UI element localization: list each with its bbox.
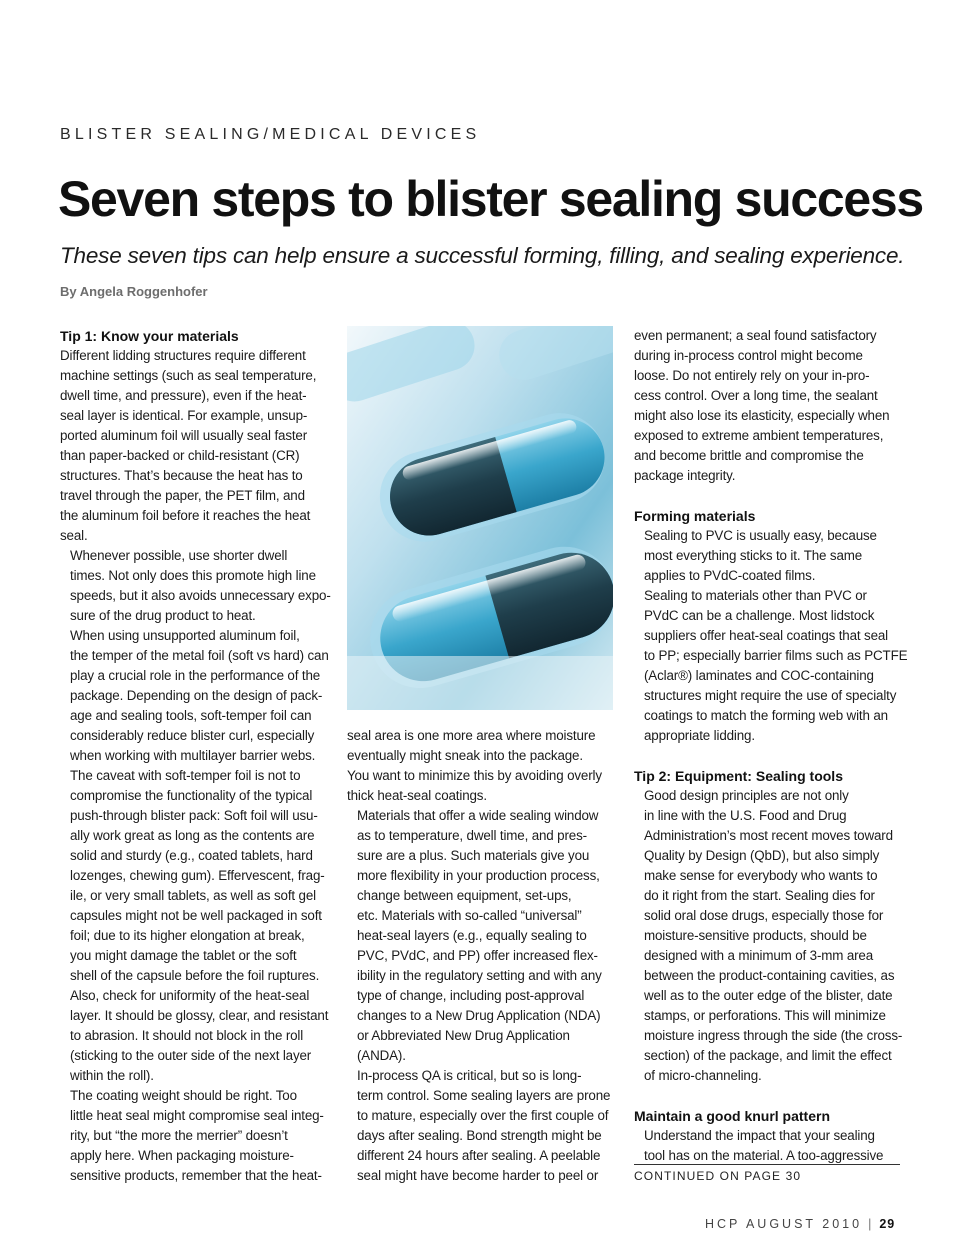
text-line: designed with a minimum of 3-mm area [644,948,874,963]
text-line: seal. [60,528,88,543]
text-line: as to temperature, dwell time, and pres- [357,828,587,843]
text-line: to mature, especially over the first couple of [357,1108,609,1123]
text-line: do it right from the start. Sealing dies for [644,888,875,903]
page-number: 29 [879,1217,896,1231]
text-line: solid and sturdy (e.g., coated tablets, hard [70,848,313,863]
page-footer [705,1217,895,1231]
text-line: Sealing to materials other than PVC or [644,588,867,603]
footer-separator: | [868,1217,872,1231]
text-line: lozenges, chewing gum). Effervescent, frag- [70,868,325,883]
text-line: structures might require the use of specialty [644,688,897,703]
text-line: machine settings (such as seal temperature, [60,368,317,383]
article-title: Seven steps to blister sealing success [58,171,923,227]
text-line: PVC, PVdC, and PP) offer increased flex- [357,948,598,963]
byline: By Angela Roggenhofer [60,284,208,299]
text-line: moisture-sensitive products, should be [644,928,867,943]
text-line: make sense for everybody who wants to [644,868,878,883]
heading-forming-materials: Forming materials [634,508,756,524]
continued-link[interactable]: CONTINUED ON PAGE 30 [634,1164,900,1183]
text-line: changes to a New Drug Application (NDA) [357,1008,601,1023]
text-line: type of change, including post-approval [357,988,585,1003]
text-line: shell of the capsule before the foil ruptures. [70,968,320,983]
text-line: within the roll). [70,1068,154,1083]
column-3 [634,326,908,1166]
text-line: speeds, but it also avoids unnecessary expo- [70,588,331,603]
capsule-illustration [347,326,613,710]
text-line: Sealing to PVC is usually easy, because [644,528,877,543]
text-line: Whenever possible, use shorter dwell [70,548,288,563]
text-line: to abrasion. It should not block in the roll [70,1028,304,1043]
text-line: in line with the U.S. Food and Drug [644,808,847,823]
text-line: change between equipment, set-ups, [357,888,572,903]
text-line: even permanent; a seal found satisfactory [634,328,877,343]
text-line: Good design principles are not only [644,788,849,803]
text-line: The coating weight should be right. Too [70,1088,297,1103]
paragraph [60,986,328,1086]
text-line: ported aluminum foil will usually seal faster [60,428,308,443]
text-line: etc. Materials with so-called “universal” [357,908,582,923]
column-2 [347,726,615,1186]
text-line: eventually might sneak into the package. [347,748,583,763]
section-kicker: BLISTER SEALING/MEDICAL DEVICES [60,126,481,143]
text-line: heat-seal layers (e.g., equally sealing to [357,928,587,943]
text-line: ally work great as long as the contents are [70,828,315,843]
text-line: different 24 hours after sealing. A peelable [357,1148,601,1163]
text-line: push-through blister pack: Soft foil will usu- [70,808,318,823]
paragraph [634,1126,902,1166]
text-line: than paper-backed or child-resistant (CR) [60,448,300,463]
paragraph [60,546,331,626]
text-line: more flexibility in your production process, [357,868,600,883]
text-line: tool has on the material. A too-aggressive [644,1148,884,1163]
text-line: PVdC can be a challenge. Most lidstock [644,608,875,623]
text-line: ibility in the regulatory setting and with any [357,968,602,983]
text-line: play a crucial role in the performance of the [70,668,321,683]
text-line: Understand the impact that your sealing [644,1128,875,1143]
text-line: to PP; especially barrier films such as PCTFE [644,648,908,663]
text-line: package. Depending on the design of pack- [70,688,323,703]
text-line: cess control. Over a long time, the sealant [634,388,878,403]
capsule-blister-photo [347,326,613,710]
text-line: section) of the package, and limit the effect [644,1048,892,1063]
text-line: seal layer is identical. For example, unsup- [60,408,308,423]
text-line: stamps, or perforations. This will minimize [644,1008,886,1023]
heading-tip1: Tip 1: Know your materials [60,328,239,344]
text-line: In-process QA is critical, but so is long- [357,1068,582,1083]
text-line: (Aclar®) laminates and COC-containing [644,668,874,683]
text-line: of micro-channeling. [644,1068,762,1083]
text-line: You want to minimize this by avoiding overly [347,768,602,783]
paragraph [60,626,328,766]
text-line: applies to PVdC-coated films. [644,568,816,583]
paragraph [634,786,902,1086]
text-line: (ANDA). [357,1048,406,1063]
text-line: the temper of the metal foil (soft vs hard) can [70,648,329,663]
text-line: when working with multilayer barrier webs. [70,748,316,763]
text-line: considerably reduce blister curl, especially [70,728,315,743]
text-line: loose. Do not entirely rely on your in-pro- [634,368,870,383]
text-line: thick heat-seal coatings. [347,788,487,803]
paragraph [634,586,908,746]
text-line: seal might have become harder to peel or [357,1168,599,1183]
text-line: coatings to match the forming web with an [644,708,888,723]
text-line: Also, check for uniformity of the heat-seal [70,988,310,1003]
text-line: rity, but “the more the merrier” doesn’t [70,1128,288,1143]
text-line: compromise the functionality of the typical [70,788,313,803]
text-line: Administration’s most recent moves toward [644,828,893,843]
text-line: times. Not only does this promote high line [70,568,316,583]
heading-tip2: Tip 2: Equipment: Sealing tools [634,768,843,784]
text-line: moisture ingress through the side (the cross- [644,1028,903,1043]
text-line: little heat seal might compromise seal integ- [70,1108,324,1123]
text-line: (sticking to the outer side of the next layer [70,1048,312,1063]
paragraph [634,526,902,586]
text-line: the aluminum foil before it reaches the heat [60,508,311,523]
article-deck: These seven tips can help ensure a successful forming, filling, and sealing experience. [60,243,905,268]
text-line: sensitive products, remember that the heat- [70,1168,322,1183]
text-line: layer. It should be glossy, clear, and resistant [70,1008,329,1023]
paragraph [347,726,615,806]
text-line: might also lose its elasticity, especially when [634,408,890,423]
text-line: seal area is one more area where moisture [347,728,596,743]
text-line: solid oral dose drugs, especially those for [644,908,884,923]
publication-date: HCP AUGUST 2010 [705,1217,863,1231]
text-line: Materials that offer a wide sealing window [357,808,599,823]
text-line: during in-process control might become [634,348,863,363]
paragraph [60,346,328,546]
text-line: exposed to extreme ambient temperatures, [634,428,884,443]
text-line: travel through the paper, the PET film, and [60,488,305,503]
text-line: Different lidding structures require different [60,348,306,363]
text-line: structures. That’s because the heat has to [60,468,303,483]
text-line: When using unsupported aluminum foil, [70,628,300,643]
text-line: age and sealing tools, soft-temper foil can [70,708,312,723]
text-line: package integrity. [634,468,736,483]
text-line: sure of the drug product to heat. [70,608,256,623]
paragraph [60,1086,328,1186]
text-line: term control. Some sealing layers are prone [357,1088,611,1103]
text-line: ile, or very small tablets, as well as soft gel [70,888,316,903]
text-line: foil; due to its higher elongation at break, [70,928,305,943]
text-line: or Abbreviated New Drug Application [357,1028,570,1043]
text-line: suppliers offer heat-seal coatings that seal [644,628,889,643]
paragraph [347,1066,615,1186]
text-line: sure are a plus. Such materials give you [357,848,590,863]
heading-knurl-pattern: Maintain a good knurl pattern [634,1108,831,1124]
text-line: most everything sticks to it. The same [644,548,863,563]
paragraph [347,806,615,1066]
text-line: Quality by Design (QbD), but also simply [644,848,880,863]
text-line: days after sealing. Bond strength might be [357,1128,602,1143]
text-line: apply here. When packaging moisture- [70,1148,294,1163]
text-line: you might damage the tablet or the soft [70,948,297,963]
paragraph [60,766,328,986]
text-line: The caveat with soft-temper foil is not to [70,768,301,783]
text-line: dwell time, and pressure), even if the heat- [60,388,307,403]
text-line: well as to the outer edge of the blister, date [644,988,893,1003]
paragraph [634,326,902,486]
text-line: capsules might not be well packaged in soft [70,908,322,923]
column-1 [60,326,331,1186]
text-line: appropriate lidding. [644,728,755,743]
text-line: between the product-containing cavities, as [644,968,895,983]
text-line: and become brittle and compromise the [634,448,864,463]
